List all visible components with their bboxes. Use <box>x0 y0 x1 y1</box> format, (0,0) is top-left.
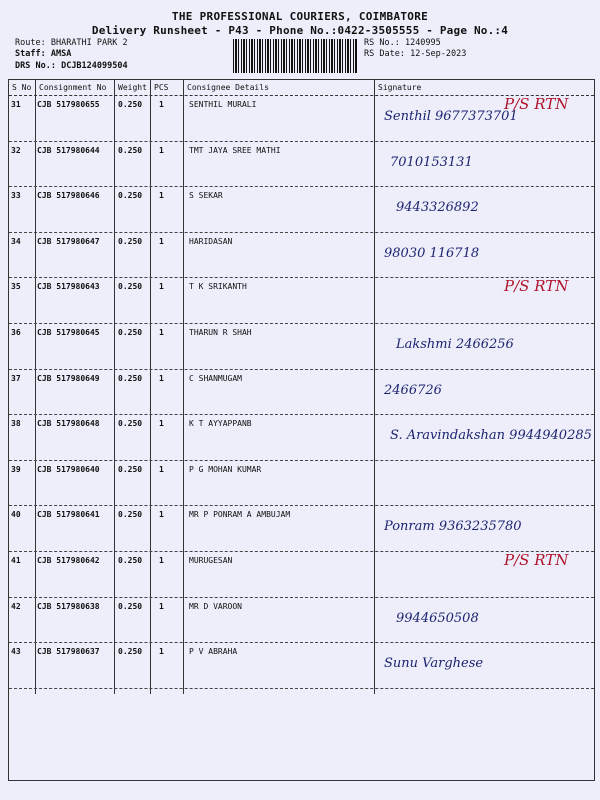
row-consignment-no: CJB 517980655 <box>37 100 100 109</box>
row-weight: 0.250 <box>118 328 143 337</box>
handwritten-signature: 7010153131 <box>390 154 473 170</box>
row-sno: 42 <box>11 601 21 611</box>
row-sno: 35 <box>11 282 21 292</box>
row-pcs: 1 <box>159 145 164 155</box>
row-pcs: 1 <box>159 373 164 383</box>
row-pcs: 1 <box>159 100 164 109</box>
row-sno: 37 <box>11 373 21 383</box>
row-consignment-no: CJB 517980649 <box>37 373 100 383</box>
row-consignee-name: S SEKAR <box>189 191 223 201</box>
row-pcs: 1 <box>159 282 164 292</box>
col-consignment: Consignment No <box>39 83 107 92</box>
handwritten-signature: Senthil 9677373701 <box>384 109 518 124</box>
col-consignee: Consignee Details <box>187 83 269 92</box>
handwritten-signature: Lakshmi 2466256 <box>396 337 514 352</box>
row-consignee-name: T K SRIKANTH <box>189 282 247 292</box>
drs-line: DRS No.: DCJB124099504 <box>15 61 128 71</box>
row-sno: 31 <box>11 100 21 109</box>
row-consignee-name: SENTHIL MURALI <box>189 100 257 109</box>
handwritten-signature: 98030 116718 <box>384 245 480 261</box>
table-row <box>9 186 594 233</box>
handwritten-signature: 9944650508 <box>396 610 479 626</box>
row-consignment-no: CJB 517980648 <box>37 419 100 429</box>
row-sno: 38 <box>11 419 21 429</box>
row-pcs: 1 <box>159 464 164 474</box>
route-value: BHARATHI PARK 2 <box>50 38 128 48</box>
col-pcs: PCS <box>154 83 169 92</box>
row-consignee-name: HARIDASAN <box>189 236 233 246</box>
row-consignment-no: CJB 517980640 <box>37 464 100 474</box>
row-consignee-name: THARUN R SHAH <box>189 328 252 337</box>
row-consignee-name: K T AYYAPPANB <box>189 419 252 429</box>
table-row <box>9 642 594 689</box>
col-weight: Weight <box>118 83 147 92</box>
table-header <box>9 80 594 96</box>
table-row <box>9 597 594 644</box>
row-weight: 0.250 <box>118 556 143 565</box>
handwritten-signature: 2466726 <box>384 382 442 398</box>
row-consignee-name: C SHANMUGAM <box>189 373 242 383</box>
rs-date-line: RS Date: 12-Sep-2023 <box>364 49 467 59</box>
row-consignee-name: P V ABRAHA <box>189 647 238 657</box>
return-stamp: P/S RTN <box>504 95 569 113</box>
col-signature: Signature <box>378 83 422 92</box>
return-stamp: P/S RTN <box>504 551 569 569</box>
row-consignee-name: MR D VAROON <box>189 601 242 611</box>
row-weight: 0.250 <box>118 236 143 246</box>
row-consignee-name: P G MOHAN KUMAR <box>189 464 262 474</box>
row-pcs: 1 <box>159 191 164 201</box>
row-consignment-no: CJB 517980646 <box>37 191 100 201</box>
row-pcs: 1 <box>159 647 164 657</box>
row-sno: 43 <box>11 647 21 657</box>
row-sno: 40 <box>11 510 21 520</box>
row-consignment-no: CJB 517980647 <box>37 236 100 246</box>
row-weight: 0.250 <box>118 100 143 109</box>
row-consignment-no: CJB 517980643 <box>37 282 100 292</box>
row-weight: 0.250 <box>118 464 143 474</box>
handwritten-signature: Ponram 9363235780 <box>384 519 522 535</box>
row-consignee-name: MR P PONRAM A AMBUJAM <box>189 510 291 520</box>
row-pcs: 1 <box>159 510 164 520</box>
row-pcs: 1 <box>159 601 164 611</box>
row-sno: 39 <box>11 464 21 474</box>
handwritten-signature: 9443326892 <box>396 200 479 216</box>
row-consignment-no: CJB 517980638 <box>37 601 100 611</box>
return-stamp: P/S RTN <box>504 277 569 296</box>
row-consignment-no: CJB 517980642 <box>37 556 100 565</box>
consignment-table <box>8 79 595 781</box>
row-pcs: 1 <box>159 419 164 429</box>
row-consignment-no: CJB 517980641 <box>37 510 100 520</box>
row-weight: 0.250 <box>118 419 143 429</box>
table-row <box>9 551 594 598</box>
drs-value: DCJB124099504 <box>61 61 128 71</box>
row-consignee-name: MURUGESAN <box>189 556 233 565</box>
handwritten-signature: S. Aravindakshan 9944940285 <box>390 428 592 444</box>
barcode-image <box>233 39 357 73</box>
staff-line: Staff: AMSA <box>15 49 72 59</box>
row-sno: 33 <box>11 191 21 201</box>
row-weight: 0.250 <box>118 282 143 292</box>
col-sno: S No <box>12 83 32 92</box>
table-row <box>9 460 594 507</box>
row-weight: 0.250 <box>118 145 143 155</box>
row-sno: 34 <box>11 236 21 246</box>
row-weight: 0.250 <box>118 191 143 201</box>
row-sno: 32 <box>11 145 21 155</box>
rs-no-line: RS No.: 1240995 <box>364 38 441 48</box>
runsheet-subtitle: Delivery Runsheet - P43 - Phone No.:0422-3505555 - Page No.:4 <box>91 24 509 37</box>
table-row <box>9 369 594 416</box>
row-sno: 36 <box>11 328 21 337</box>
table-row <box>9 505 594 552</box>
handwritten-signature: Sunu Varghese <box>384 656 484 672</box>
company-title: THE PROFESSIONAL COURIERS, COIMBATORE <box>171 10 429 23</box>
row-weight: 0.250 <box>118 373 143 383</box>
rs-date-value: 12-Sep-2023 <box>410 49 467 59</box>
table-row <box>9 95 594 142</box>
row-weight: 0.250 <box>118 601 143 611</box>
row-weight: 0.250 <box>118 510 143 520</box>
rs-no-value: 1240995 <box>404 38 441 48</box>
row-consignment-no: CJB 517980644 <box>37 145 100 155</box>
row-consignee-name: TMT JAYA SREE MATHI <box>189 145 281 155</box>
table-row <box>9 323 594 370</box>
table-row <box>9 277 594 324</box>
table-row <box>9 414 594 461</box>
row-pcs: 1 <box>159 556 164 565</box>
row-consignment-no: CJB 517980645 <box>37 328 100 337</box>
row-weight: 0.250 <box>118 647 143 657</box>
row-sno: 41 <box>11 556 21 565</box>
staff-value: AMSA <box>50 49 72 59</box>
table-row <box>9 232 594 279</box>
row-consignment-no: CJB 517980637 <box>37 647 100 657</box>
row-pcs: 1 <box>159 236 164 246</box>
route-line: Route: BHARATHI PARK 2 <box>15 38 128 48</box>
table-row <box>9 141 594 188</box>
row-pcs: 1 <box>159 328 164 337</box>
